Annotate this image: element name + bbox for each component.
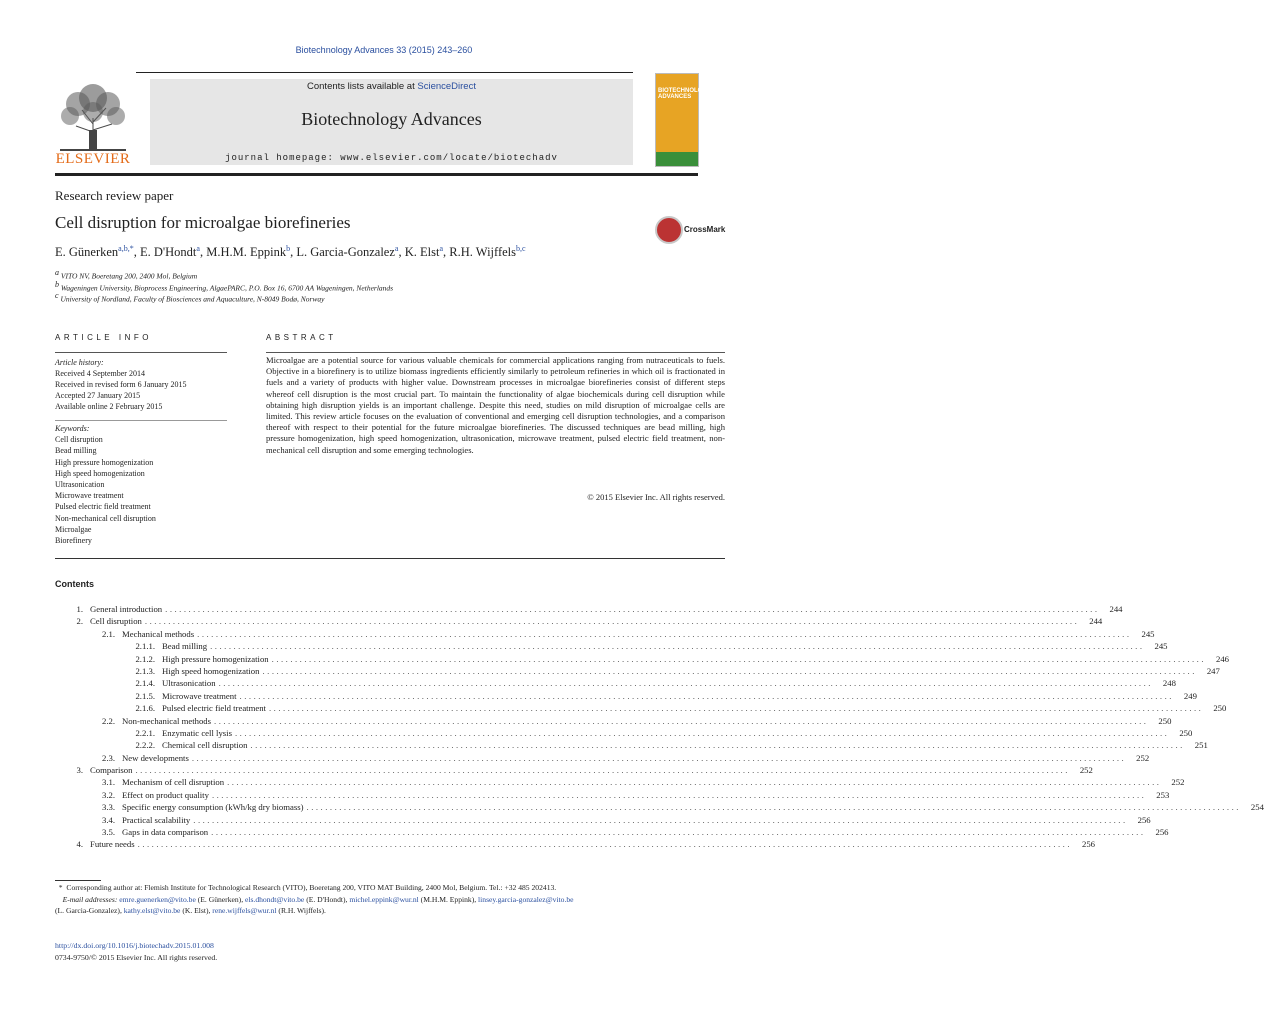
contents-heading: Contents (55, 579, 94, 589)
toc-entry[interactable] (55, 678, 1176, 690)
email-link[interactable]: kathy.elst@vito.be (123, 906, 181, 915)
toc-entry[interactable] (55, 641, 1168, 653)
article-history (55, 357, 187, 412)
toc-entry[interactable] (55, 814, 1151, 827)
keyword: Microalgae (55, 524, 92, 534)
toc-number: 2.2.2. (135, 740, 155, 751)
author-name: M.H.M. Eppink (206, 245, 287, 260)
history-item: Accepted 27 January 2015 (55, 391, 141, 400)
email-owner: (E. D'Hondt) (306, 894, 346, 904)
keyword: Non-mechanical cell disruption (55, 513, 156, 523)
toc-title: High speed homogenization (162, 665, 260, 676)
copyright-notice: © 2015 Elsevier Inc. All rights reserved. (587, 492, 725, 502)
keyword: Bead milling (55, 446, 97, 456)
toc-title: Bead milling (162, 641, 208, 652)
corresponding-author-link[interactable]: * (129, 244, 134, 253)
author-list: E. Günerken$^{a,b,*}$, E. D'Hondt$^a$, M.H.M. Eppink$^b$, L. Garcia-Gonzalez$^a$, K. Elst$^a$, R.H. Wijffels$^{b,c}$ (55, 244, 526, 260)
toc-title: Mechanical methods (122, 628, 195, 639)
keywords-label: Keywords: (55, 424, 90, 433)
corresponding-text: Corresponding author at: Flemish Institute for Technological Research (VITO), Boeretang 200, VITO MAT Building, 2400 Mol, Belgium. Tel.: +32 485 202413. (66, 883, 557, 892)
toc-leader-dots: ........................................................................................................................................................................................................ (210, 641, 1145, 652)
toc-leader-dots: ........................................................................................................................................................................................................ (165, 604, 1100, 614)
toc-number: 2.2.1. (135, 727, 155, 738)
toc-page-number: 252 (1171, 777, 1185, 788)
email-link[interactable]: els.dhondt@vito.be (244, 894, 305, 904)
history-item: Available online 2 February 2015 (55, 402, 163, 411)
paper-title: Cell disruption for microalgae biorefineries (55, 213, 351, 232)
section-divider (55, 558, 725, 559)
affiliation-c (55, 291, 325, 304)
toc-entry[interactable] (55, 715, 1172, 728)
toc-title: General introduction (90, 604, 163, 614)
toc-entry[interactable] (55, 727, 1193, 740)
author-name: L. Garcia-Gonzalez (296, 245, 395, 260)
keyword: Ultrasonication (55, 480, 105, 490)
toc-number: 3.5. (101, 827, 115, 838)
elsevier-wordmark: ELSEVIER (55, 151, 131, 167)
toc-leader-dots: ........................................................................................................................................................................................................ (306, 802, 1241, 813)
journal-cover-thumbnail[interactable] (655, 73, 711, 167)
email-link[interactable]: linsey.garcia-gonzalez@vito.be (478, 894, 574, 904)
author-affiliation-link[interactable]: a (439, 244, 444, 253)
toc-entry[interactable] (55, 765, 1093, 777)
toc-entry[interactable] (55, 653, 1230, 666)
toc-title: High pressure homogenization (162, 653, 269, 664)
toc-number: 2.1.5. (135, 690, 155, 701)
toc-entry[interactable] (55, 827, 1169, 839)
toc-number: 3.3. (101, 802, 115, 813)
toc-title: Pulsed electric field treatment (162, 703, 266, 714)
author-affiliation-link[interactable]: b,c (516, 244, 526, 253)
toc-leader-dots: ........................................................................................................................................................................................................ (197, 628, 1132, 639)
email-link[interactable]: michel.eppink@wur.nl (349, 894, 419, 904)
author-affiliation-link[interactable]: b (286, 244, 291, 253)
toc-number: 3.4. (101, 814, 115, 825)
toc-page-number: 248 (1162, 678, 1176, 689)
toc-title: Mechanism of cell disruption (122, 777, 225, 788)
toc-page-number: 247 (1206, 665, 1220, 676)
toc-leader-dots: ........................................................................................................................................................................................................ (268, 703, 1204, 714)
toc-page-number: 246 (1215, 653, 1230, 664)
toc-number: 4. (76, 839, 83, 850)
keyword: Cell disruption (55, 435, 103, 445)
elsevier-logo[interactable] (52, 80, 134, 168)
toc-leader-dots: ........................................................................................................................................................................................................ (193, 814, 1128, 825)
toc-title: Effect on product quality (122, 789, 209, 800)
toc-number: 2.1.1. (135, 641, 155, 652)
toc-leader-dots: ........................................................................................................................................................................................................ (239, 690, 1174, 701)
author-name: E. Günerken (55, 245, 119, 260)
corresponding-author-footnote (55, 882, 725, 917)
affiliation-mark: b (55, 280, 59, 289)
toc-title: Specific energy consumption (kWh/kg dry biomass) (122, 802, 304, 813)
footnote-rule (55, 880, 101, 881)
affiliation-text: University of Nordland, Faculty of Biosciences and Aquaculture, N-8049 Bodø, Norway (60, 294, 325, 304)
elsevier-tree-icon (52, 80, 134, 152)
header-rule (136, 72, 633, 73)
toc-number: 1. (76, 604, 83, 614)
toc-number: 2.1.4. (135, 678, 155, 689)
toc-title: Enzymatic cell lysis (162, 727, 232, 738)
toc-leader-dots: ........................................................................................................................................................................................................ (214, 715, 1149, 726)
history-item: Received 4 September 2014 (55, 369, 145, 378)
affiliation-text: Wageningen University, Bioprocess Engineering, AlgaePARC, P.O. Box 16, 6700 AA Wageningen, Netherlands (60, 283, 394, 293)
toc-page-number: 253 (1156, 789, 1170, 800)
toc-title: Non-mechanical methods (122, 715, 212, 726)
contents-available-line (150, 81, 633, 92)
toc-leader-dots: ........................................................................................................................................................................................................ (211, 789, 1147, 800)
toc-entry[interactable] (55, 665, 1220, 678)
keyword: High speed homogenization (55, 468, 145, 478)
toc-entry[interactable] (55, 839, 1096, 851)
toc-page-number: 252 (1079, 765, 1093, 776)
toc-leader-dots: ........................................................................................................................................................................................................ (271, 653, 1207, 664)
toc-leader-dots: ........................................................................................................................................................................................................ (135, 765, 1070, 776)
email-owner: (M.H.M. Eppink) (420, 894, 475, 904)
toc-number: 2.2. (101, 715, 115, 726)
toc-leader-dots: ........................................................................................................................................................................................................ (250, 740, 1185, 751)
author-affiliation-link[interactable]: a,b, (118, 244, 130, 253)
toc-entry[interactable] (55, 740, 1208, 752)
affiliation-a (55, 268, 197, 281)
keyword: High pressure homogenization (55, 457, 154, 467)
header-thick-rule (55, 173, 698, 176)
table-of-contents (55, 604, 1264, 852)
author-name: E. D'Hondt (139, 245, 197, 260)
cover-band (656, 152, 698, 166)
toc-entry[interactable] (55, 628, 1155, 641)
journal-banner (150, 79, 633, 165)
toc-number: 2.1.2. (135, 653, 155, 664)
issn-line: 0734-9750/© 2015 Elsevier Inc. All rights reserved. (55, 952, 218, 962)
toc-title: Microwave treatment (162, 690, 237, 701)
email-link[interactable]: emre.guenerken@vito.be (119, 894, 196, 904)
toc-page-number: 250 (1213, 703, 1227, 714)
keyword: Pulsed electric field treatment (55, 502, 151, 512)
journal-title: Biotechnology Advances (301, 109, 482, 129)
toc-page-number: 256 (1081, 839, 1096, 850)
toc-number: 3.2. (101, 789, 115, 800)
toc-entry[interactable] (55, 802, 1264, 814)
keywords-list (55, 423, 156, 546)
toc-entry[interactable] (55, 690, 1197, 703)
toc-number: 2.1. (101, 628, 115, 639)
author-name: K. Elst (404, 245, 440, 260)
toc-number: 2.1.6. (135, 703, 155, 714)
email-owner: (R.H. Wijffels). (278, 906, 326, 915)
toc-title: Gaps in data comparison (122, 827, 209, 838)
history-label: Article history: (55, 358, 104, 367)
doi-block (55, 940, 217, 963)
abstract-text: Microalgae are a potential source for various valuable chemicals for commercial applications ranging from nutraceuticals to fuels. Objective in a biorefinery is to utilize biomass ingredients efficiently similarly to petroleum refineries in which oil is fractionated in fuels and a variety of products with higher value. Downstream processes in microalgae biorefineries consist of different steps whereof cell disruption is the most crucial part. To maintain the functionality of algae biochemicals during cell disruption while obtaining high disruption yields is an important challenge. Despite this need, studies on mild disruption of microalgae cells are limited. This review article focuses on the evaluation of conventional and emerging cell disruption technologies, and a comparison thereof with respect to their potential for the future microalgae biorefineries. The discussed techniques are bead milling, high pressure homogenization, high speed homogenization, ultrasonication, microwave treatment, pulsed electric field treatment, non-mechanical cell disruption and some emerging technologies. (266, 355, 725, 455)
email-link[interactable]: rene.wijffels@wur.nl (212, 906, 277, 915)
toc-entry[interactable] (55, 777, 1185, 789)
toc-entry[interactable] (55, 604, 1123, 616)
toc-title: Future needs (90, 839, 135, 850)
contents-available-text: Contents lists available at (307, 81, 418, 92)
affiliation-mark: a (55, 268, 59, 277)
toc-leader-dots: ........................................................................................................................................................................................................ (211, 827, 1146, 838)
sciencedirect-link[interactable]: ScienceDirect (417, 81, 476, 92)
article-info-heading: ARTICLE INFO (55, 333, 152, 342)
toc-leader-dots: ........................................................................................................................................................................................................ (234, 727, 1170, 738)
toc-page-number: 244 (1089, 616, 1103, 627)
author-affiliation-link[interactable]: a (196, 244, 200, 253)
author-name: R.H. Wijffels (449, 245, 517, 260)
journal-reference-link[interactable]: Biotechnology Advances 33 (2015) 243–260 (295, 45, 473, 55)
corresponding-line (55, 882, 725, 894)
keyword: Biorefinery (55, 536, 92, 546)
toc-title: Ultrasonication (162, 678, 216, 689)
toc-leader-dots: ........................................................................................................................................................................................................ (218, 678, 1153, 689)
toc-page-number: 256 (1137, 814, 1151, 825)
history-item: Received in revised form 6 January 2015 (55, 380, 187, 389)
toc-leader-dots: ........................................................................................................................................................................................................ (144, 616, 1080, 627)
footnote-star: * (58, 883, 63, 892)
author-affiliation-link[interactable]: a (394, 244, 399, 253)
crossmark-icon (655, 216, 683, 244)
cover-title: BIOTECHNOLOGY ADVANCES (658, 88, 711, 100)
toc-number: 2.3. (101, 752, 115, 763)
keywords-rule (55, 420, 227, 421)
crossmark-button[interactable] (655, 216, 725, 244)
affiliation-mark: c (55, 291, 59, 300)
email-owner: (L. Garcia-Gonzalez) (55, 906, 120, 915)
email-line: E-mail addresses: emre.guenerken@vito.be (E. Günerken), els.dhondt@vito.be (E. D'Hondt), michel.eppink@wur.nl (M.H.M. Eppink), linsey.garcia-gonzalez@vito.be (62, 894, 574, 904)
email-line-continued: (L. Garcia-Gonzalez), kathy.elst@vito.be (K. Elst), rene.wijffels@wur.nl (R.H. Wijffels). (55, 906, 326, 915)
toc-number: 3. (76, 765, 83, 776)
toc-page-number: 256 (1155, 827, 1169, 838)
email-label: E-mail addresses: (62, 894, 118, 904)
toc-title: Practical scalability (122, 814, 191, 825)
email-owner: (K. Elst) (182, 906, 209, 915)
keyword: Microwave treatment (55, 491, 124, 501)
homepage-label: journal homepage: (225, 153, 341, 163)
toc-page-number: 252 (1136, 752, 1150, 763)
toc-leader-dots: ........................................................................................................................................................................................................ (227, 777, 1162, 788)
toc-leader-dots: ........................................................................................................................................................................................................ (137, 839, 1073, 850)
journal-homepage-line (150, 153, 633, 163)
toc-page-number: 254 (1250, 802, 1264, 813)
crossmark-label: CrossMark (684, 225, 726, 234)
homepage-url-link[interactable]: www.elsevier.com/locate/biotechadv (340, 153, 558, 163)
toc-page-number: 245 (1154, 641, 1168, 652)
article-info-rule (55, 352, 227, 353)
toc-entry[interactable] (55, 752, 1150, 765)
toc-page-number: 250 (1179, 727, 1193, 738)
toc-title: New developments (122, 752, 189, 763)
toc-entry[interactable] (55, 616, 1103, 628)
toc-page-number: 245 (1141, 628, 1155, 639)
toc-page-number: 250 (1158, 715, 1172, 726)
toc-entry[interactable] (55, 789, 1170, 802)
toc-entry[interactable] (55, 703, 1227, 715)
toc-page-number: 249 (1183, 690, 1197, 701)
toc-title: Cell disruption (90, 616, 142, 627)
toc-page-number: 244 (1109, 604, 1123, 614)
email-owner: (E. Günerken) (197, 894, 242, 904)
toc-leader-dots: ........................................................................................................................................................................................................ (191, 752, 1127, 763)
toc-number: 2.1.3. (135, 665, 155, 676)
toc-page-number: 251 (1194, 740, 1208, 751)
paper-type: Research review paper (55, 188, 174, 203)
toc-title: Comparison (90, 765, 133, 776)
toc-leader-dots: ........................................................................................................................................................................................................ (262, 665, 1197, 676)
toc-title: Chemical cell disruption (162, 740, 248, 751)
abstract-heading: ABSTRACT (266, 333, 337, 342)
doi-link[interactable]: http://dx.doi.org/10.1016/j.biotechadv.2015.01.008 (55, 941, 214, 950)
toc-number: 2. (76, 616, 83, 627)
abstract-rule (266, 352, 725, 353)
affiliation-text: VITO NV, Boeretang 200, 2400 Mol, Belgium (60, 271, 198, 281)
toc-number: 3.1. (101, 777, 115, 788)
